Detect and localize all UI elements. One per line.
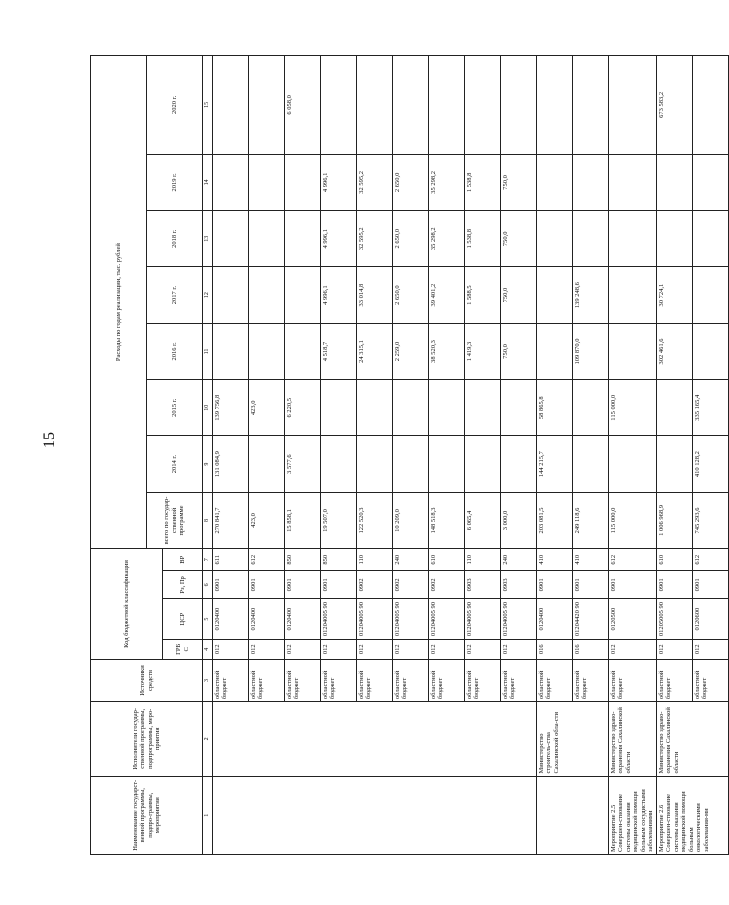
header-source: Источники средств bbox=[91, 659, 203, 701]
header-rzpr: Рз, Пр bbox=[163, 571, 203, 599]
source-cell: областной бюджет bbox=[537, 659, 573, 701]
total-cell: 115 000,0 bbox=[609, 492, 657, 548]
y2018-cell: 35 298,2 bbox=[429, 211, 465, 267]
total-cell: 19 507,0 bbox=[321, 492, 357, 548]
y2015-cell: 423,0 bbox=[249, 380, 285, 436]
y2015-cell bbox=[393, 380, 429, 436]
y2018-cell bbox=[213, 211, 249, 267]
y2020-cell bbox=[465, 56, 501, 155]
source-cell: областной бюджет bbox=[213, 659, 249, 701]
y2020-cell bbox=[537, 56, 573, 155]
y2019-cell bbox=[285, 154, 321, 210]
vr-cell: 850 bbox=[321, 549, 357, 571]
y2019-cell bbox=[609, 154, 657, 210]
grbs-cell: 012 bbox=[656, 639, 692, 659]
y2017-cell bbox=[692, 267, 728, 323]
vr-cell: 610 bbox=[429, 549, 465, 571]
grbs-cell: 016 bbox=[573, 639, 609, 659]
y2014-cell bbox=[429, 436, 465, 492]
grbs-cell: 012 bbox=[213, 639, 249, 659]
y2014-cell: 131 084,9 bbox=[213, 436, 249, 492]
rzpr-cell: 0901 bbox=[692, 571, 728, 599]
grbs-cell: 012 bbox=[501, 639, 537, 659]
y2016-cell: 38 520,3 bbox=[429, 323, 465, 379]
y2014-cell bbox=[393, 436, 429, 492]
y2015-cell bbox=[321, 380, 357, 436]
rzpr-cell: 0902 bbox=[393, 571, 429, 599]
source-cell: областной бюджет bbox=[393, 659, 429, 701]
total-cell: 122 520,3 bbox=[357, 492, 393, 548]
csr-cell: 01204420 90 bbox=[573, 599, 609, 639]
y2020-cell bbox=[321, 56, 357, 155]
csr-cell: 01204005 90 bbox=[465, 599, 501, 639]
y2014-cell bbox=[249, 436, 285, 492]
header-vr: ВР bbox=[163, 549, 203, 571]
y2020-cell bbox=[249, 56, 285, 155]
y2019-cell bbox=[656, 154, 692, 210]
y2017-cell: 750,0 bbox=[501, 267, 537, 323]
y2014-cell bbox=[321, 436, 357, 492]
y2015-cell: 6 220,5 bbox=[285, 380, 321, 436]
y2020-cell bbox=[692, 56, 728, 155]
y2015-cell bbox=[429, 380, 465, 436]
grbs-cell: 012 bbox=[393, 639, 429, 659]
vr-cell: 612 bbox=[609, 549, 657, 571]
col-num: 12 bbox=[203, 267, 213, 323]
vr-cell: 110 bbox=[465, 549, 501, 571]
y2016-cell bbox=[213, 323, 249, 379]
grbs-cell: 012 bbox=[321, 639, 357, 659]
y2019-cell: 4 996,1 bbox=[321, 154, 357, 210]
y2015-cell: 139 756,8 bbox=[213, 380, 249, 436]
header-2015: 2015 г. bbox=[147, 380, 203, 436]
csr-cell: 0120400 bbox=[537, 599, 573, 639]
budget-table bbox=[90, 55, 729, 855]
vr-cell: 850 bbox=[285, 549, 321, 571]
grbs-cell: 012 bbox=[357, 639, 393, 659]
y2015-cell bbox=[573, 380, 609, 436]
header-2018: 2018 г. bbox=[147, 211, 203, 267]
rzpr-cell: 0902 bbox=[357, 571, 393, 599]
rzpr-cell: 0901 bbox=[656, 571, 692, 599]
y2019-cell: 750,0 bbox=[501, 154, 537, 210]
grbs-cell: 012 bbox=[249, 639, 285, 659]
header-executor: Исполнители государ-ственной программы, подпрограммы, меро-приятия bbox=[91, 702, 203, 776]
y2020-cell bbox=[501, 56, 537, 155]
y2018-cell: 4 996,1 bbox=[321, 211, 357, 267]
source-cell: областной бюджет bbox=[321, 659, 357, 701]
total-cell: 148 518,3 bbox=[429, 492, 465, 548]
col-num: 14 bbox=[203, 154, 213, 210]
source-cell: областной бюджет bbox=[357, 659, 393, 701]
table-row bbox=[609, 56, 657, 855]
rzpr-cell: 0901 bbox=[249, 571, 285, 599]
y2015-cell bbox=[656, 380, 692, 436]
y2016-cell: 750,0 bbox=[501, 323, 537, 379]
y2020-cell: 6 058,0 bbox=[285, 56, 321, 155]
source-cell: областной бюджет bbox=[249, 659, 285, 701]
y2019-cell bbox=[249, 154, 285, 210]
y2014-cell bbox=[465, 436, 501, 492]
y2014-cell: 3 577,6 bbox=[285, 436, 321, 492]
measure-name-empty bbox=[537, 776, 609, 854]
header-csr: ЦСР bbox=[163, 599, 203, 639]
rzpr-cell: 0901 bbox=[537, 571, 573, 599]
y2017-cell bbox=[537, 267, 573, 323]
measure-2-6-name: Мероприятие 2.6 Совершен-ствование системы оказания медицинской помощи больным онкологическими заболевания-ми bbox=[656, 776, 728, 854]
y2014-cell bbox=[357, 436, 393, 492]
csr-cell: 01205005 90 bbox=[656, 599, 692, 639]
col-num: 1 bbox=[203, 776, 213, 854]
y2016-cell: 109 870,0 bbox=[573, 323, 609, 379]
y2020-cell bbox=[429, 56, 465, 155]
source-cell: областной бюджет bbox=[285, 659, 321, 701]
y2016-cell bbox=[285, 323, 321, 379]
csr-cell: 01204005 90 bbox=[429, 599, 465, 639]
rzpr-cell: 0901 bbox=[609, 571, 657, 599]
y2020-cell: 673 583,2 bbox=[656, 56, 692, 155]
y2016-cell: 302 461,6 bbox=[656, 323, 692, 379]
y2017-cell: 4 996,1 bbox=[321, 267, 357, 323]
y2017-cell: 30 724,1 bbox=[656, 267, 692, 323]
rzpr-cell: 0901 bbox=[321, 571, 357, 599]
y2016-cell: 24 315,1 bbox=[357, 323, 393, 379]
col-num: 4 bbox=[203, 639, 213, 659]
y2018-cell bbox=[249, 211, 285, 267]
header-2017: 2017 г. bbox=[147, 267, 203, 323]
rzpr-cell: 0901 bbox=[285, 571, 321, 599]
vr-cell: 611 bbox=[213, 549, 249, 571]
header-expenses: Расходы по годам реализации, тыс. рублей bbox=[91, 56, 147, 549]
grbs-cell: 012 bbox=[465, 639, 501, 659]
source-cell: областной бюджет bbox=[465, 659, 501, 701]
y2020-cell bbox=[357, 56, 393, 155]
rzpr-cell: 0902 bbox=[429, 571, 465, 599]
y2014-cell: 144 215,7 bbox=[537, 436, 573, 492]
csr-cell: 01204005 90 bbox=[357, 599, 393, 639]
csr-cell: 0120400 bbox=[249, 599, 285, 639]
col-num: 11 bbox=[203, 323, 213, 379]
total-cell: 15 858,1 bbox=[285, 492, 321, 548]
y2016-cell bbox=[249, 323, 285, 379]
header-2014: 2014 г. bbox=[147, 436, 203, 492]
grbs-cell: 012 bbox=[609, 639, 657, 659]
y2015-cell: 335 165,4 bbox=[692, 380, 728, 436]
y2018-cell bbox=[285, 211, 321, 267]
y2015-cell bbox=[357, 380, 393, 436]
vr-cell: 410 bbox=[537, 549, 573, 571]
y2016-cell: 4 518,7 bbox=[321, 323, 357, 379]
header-2019: 2019 г. bbox=[147, 154, 203, 210]
y2016-cell bbox=[537, 323, 573, 379]
total-cell: 1 006 968,9 bbox=[656, 492, 692, 548]
vr-cell: 240 bbox=[393, 549, 429, 571]
total-cell: 203 081,5 bbox=[537, 492, 573, 548]
y2018-cell bbox=[692, 211, 728, 267]
grbs-cell: 016 bbox=[537, 639, 573, 659]
table-row bbox=[213, 56, 249, 855]
y2019-cell: 35 298,2 bbox=[429, 154, 465, 210]
rzpr-cell: 0901 bbox=[573, 571, 609, 599]
source-cell: областной бюджет bbox=[656, 659, 692, 701]
csr-cell: 01204005 90 bbox=[393, 599, 429, 639]
y2017-cell bbox=[249, 267, 285, 323]
executor-empty bbox=[213, 702, 537, 776]
table-row bbox=[537, 56, 573, 855]
col-num: 9 bbox=[203, 436, 213, 492]
grbs-cell: 012 bbox=[692, 639, 728, 659]
y2019-cell bbox=[692, 154, 728, 210]
csr-cell: 01204005 90 bbox=[501, 599, 537, 639]
csr-cell: 0120500 bbox=[609, 599, 657, 639]
vr-cell: 240 bbox=[501, 549, 537, 571]
col-num: 13 bbox=[203, 211, 213, 267]
csr-cell: 01204005 90 bbox=[321, 599, 357, 639]
y2020-cell bbox=[573, 56, 609, 155]
rzpr-cell: 0901 bbox=[213, 571, 249, 599]
header-name: Наименование государст-венной программы, подпро-граммы, мероприятия bbox=[91, 776, 203, 854]
y2017-cell bbox=[213, 267, 249, 323]
y2019-cell: 2 650,0 bbox=[393, 154, 429, 210]
y2018-cell bbox=[609, 211, 657, 267]
total-cell: 270 841,7 bbox=[213, 492, 249, 548]
total-cell: 249 118,6 bbox=[573, 492, 609, 548]
col-num: 3 bbox=[203, 659, 213, 701]
header-2016: 2016 г. bbox=[147, 323, 203, 379]
y2015-cell: 58 865,8 bbox=[537, 380, 573, 436]
header-total: всего по государ-ственной программе bbox=[147, 492, 203, 548]
header-grbs: ГРБС bbox=[163, 639, 203, 659]
y2014-cell bbox=[609, 436, 657, 492]
grbs-cell: 012 bbox=[285, 639, 321, 659]
y2018-cell: 2 650,0 bbox=[393, 211, 429, 267]
y2017-cell: 2 650,0 bbox=[393, 267, 429, 323]
y2020-cell bbox=[393, 56, 429, 155]
y2017-cell bbox=[609, 267, 657, 323]
y2019-cell bbox=[213, 154, 249, 210]
source-cell: областной бюджет bbox=[573, 659, 609, 701]
executor-ministry-construction: Министерство строитель-ства Сахалинской обла-сти bbox=[537, 702, 609, 776]
y2018-cell bbox=[573, 211, 609, 267]
y2019-cell bbox=[573, 154, 609, 210]
header-classification: Код бюджетной классификации bbox=[91, 549, 163, 660]
y2018-cell bbox=[656, 211, 692, 267]
y2014-cell: 410 128,2 bbox=[692, 436, 728, 492]
y2017-cell: 39 401,2 bbox=[429, 267, 465, 323]
col-num: 7 bbox=[203, 549, 213, 571]
vr-cell: 110 bbox=[357, 549, 393, 571]
column-number-row bbox=[203, 56, 213, 855]
col-num: 15 bbox=[203, 56, 213, 155]
y2016-cell: 2 259,0 bbox=[393, 323, 429, 379]
total-cell: 3 000,0 bbox=[501, 492, 537, 548]
csr-cell: 0120400 bbox=[213, 599, 249, 639]
vr-cell: 612 bbox=[249, 549, 285, 571]
y2018-cell: 750,0 bbox=[501, 211, 537, 267]
total-cell: 745 293,6 bbox=[692, 492, 728, 548]
total-cell: 423,0 bbox=[249, 492, 285, 548]
col-num: 6 bbox=[203, 571, 213, 599]
y2016-cell bbox=[692, 323, 728, 379]
y2014-cell bbox=[573, 436, 609, 492]
y2015-cell bbox=[501, 380, 537, 436]
y2015-cell: 115 000,0 bbox=[609, 380, 657, 436]
executor-ministry-health: Министерство здраво-охранения Сахалинской области bbox=[609, 702, 657, 776]
col-num: 10 bbox=[203, 380, 213, 436]
y2018-cell: 1 538,8 bbox=[465, 211, 501, 267]
vr-cell: 410 bbox=[573, 549, 609, 571]
source-cell: областной бюджет bbox=[692, 659, 728, 701]
table-row bbox=[656, 56, 692, 855]
y2014-cell bbox=[656, 436, 692, 492]
y2015-cell bbox=[465, 380, 501, 436]
y2019-cell: 32 595,2 bbox=[357, 154, 393, 210]
measure-2-5-name: Мероприятие 2.5 Совершен-ствование системы оказания медицинской помощи больным сосудистыми заболеваниями bbox=[609, 776, 657, 854]
total-cell: 10 209,0 bbox=[393, 492, 429, 548]
executor-ministry-health: Министерство здраво-охранения Сахалинской области bbox=[656, 702, 728, 776]
csr-cell: 0120600 bbox=[692, 599, 728, 639]
vr-cell: 612 bbox=[692, 549, 728, 571]
y2014-cell bbox=[501, 436, 537, 492]
vr-cell: 610 bbox=[656, 549, 692, 571]
col-num: 8 bbox=[203, 492, 213, 548]
rzpr-cell: 0903 bbox=[501, 571, 537, 599]
rotated-table-container bbox=[90, 55, 710, 855]
header-2020: 2020 г. bbox=[147, 56, 203, 155]
y2016-cell bbox=[609, 323, 657, 379]
page-number: 15 bbox=[41, 432, 58, 448]
grbs-cell: 012 bbox=[429, 639, 465, 659]
y2017-cell: 33 014,8 bbox=[357, 267, 393, 323]
y2018-cell bbox=[537, 211, 573, 267]
y2020-cell bbox=[609, 56, 657, 155]
y2017-cell: 1 588,5 bbox=[465, 267, 501, 323]
y2020-cell bbox=[213, 56, 249, 155]
y2018-cell: 32 595,2 bbox=[357, 211, 393, 267]
y2019-cell bbox=[537, 154, 573, 210]
measure-name-empty bbox=[213, 776, 537, 854]
source-cell: областной бюджет bbox=[429, 659, 465, 701]
total-cell: 6 065,4 bbox=[465, 492, 501, 548]
csr-cell: 0120400 bbox=[285, 599, 321, 639]
col-num: 2 bbox=[203, 702, 213, 776]
source-cell: областной бюджет bbox=[609, 659, 657, 701]
rzpr-cell: 0903 bbox=[465, 571, 501, 599]
source-cell: областной бюджет bbox=[501, 659, 537, 701]
y2016-cell: 1 419,3 bbox=[465, 323, 501, 379]
y2017-cell bbox=[285, 267, 321, 323]
y2019-cell: 1 538,8 bbox=[465, 154, 501, 210]
col-num: 5 bbox=[203, 599, 213, 639]
y2017-cell: 139 248,6 bbox=[573, 267, 609, 323]
